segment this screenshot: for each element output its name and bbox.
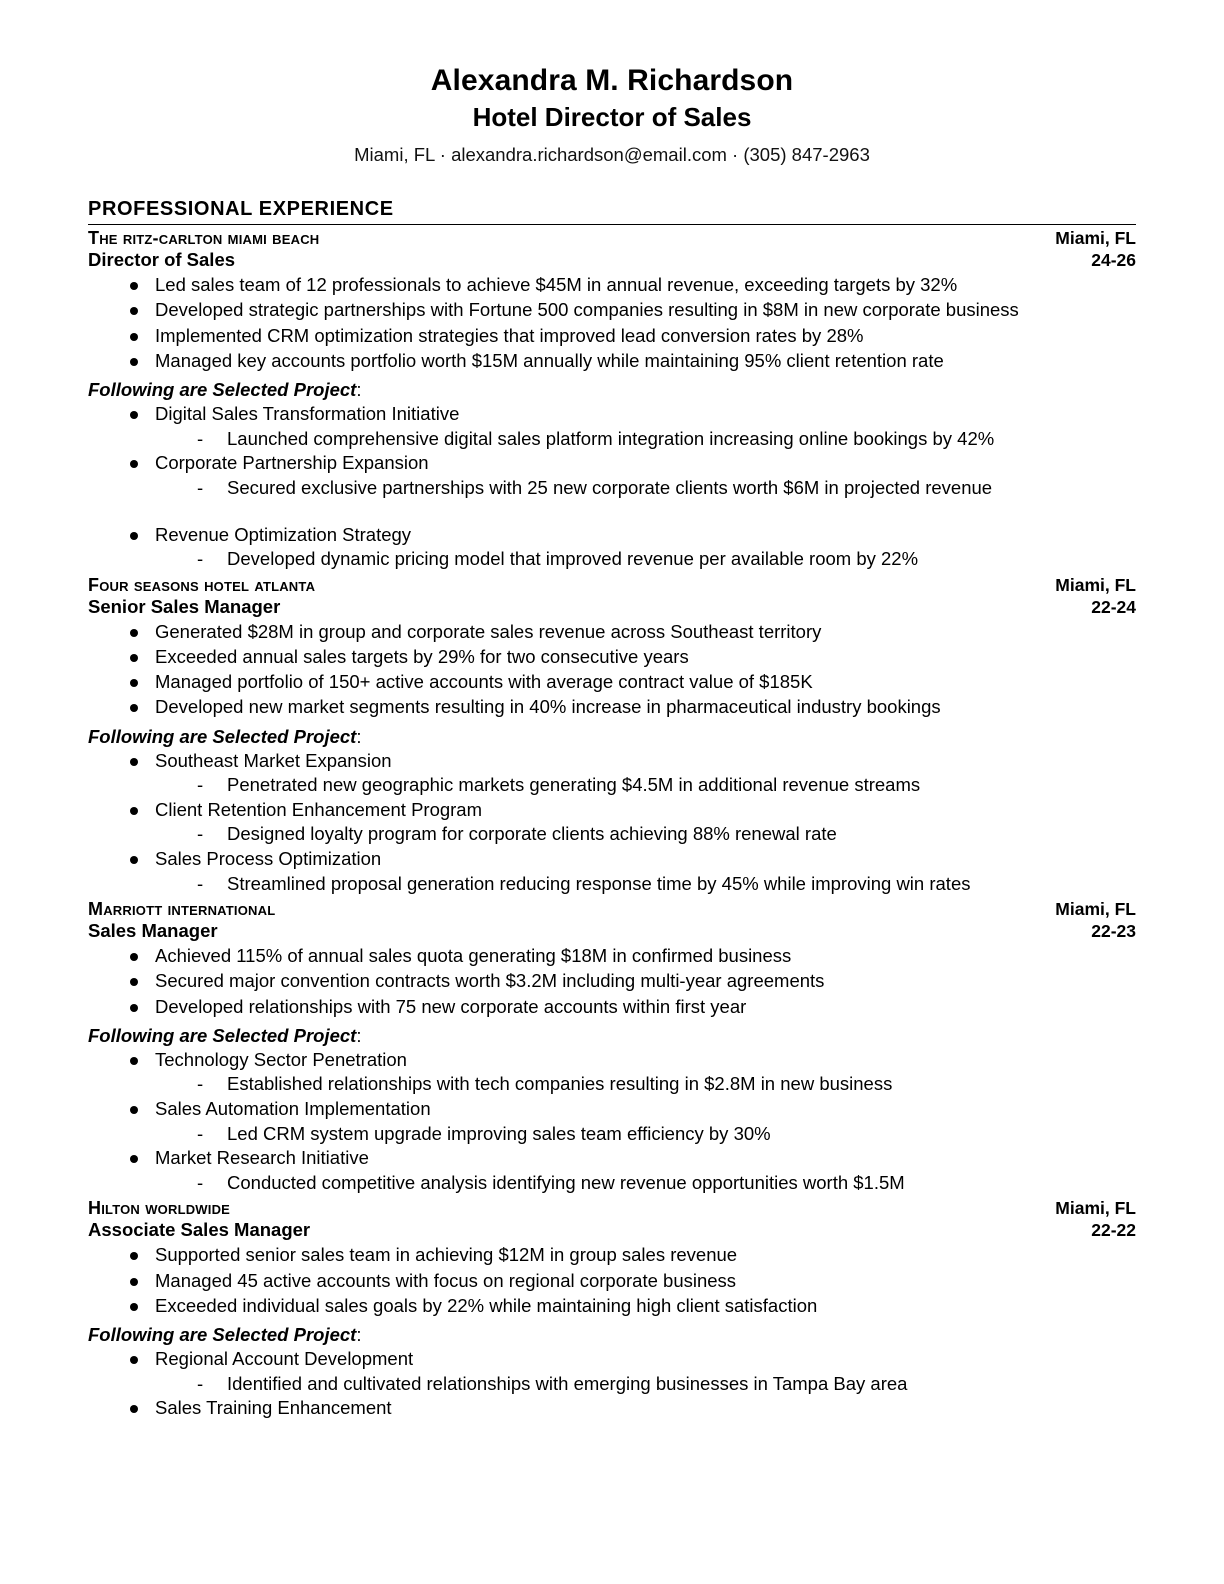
job-location: Miami, FL xyxy=(1055,1198,1136,1219)
job-entry xyxy=(88,1198,1136,1420)
list-item: - Designed loyalty program for corporate clients achieving 88% renewal rate xyxy=(189,822,1136,847)
list-item xyxy=(126,749,1136,798)
list-item: Exceeded individual sales goals by 22% while maintaining high client satisfaction xyxy=(126,1294,1136,1318)
candidate-contact-line: Miami, FL · alexandra.richardson@email.com · (305) 847-2963 xyxy=(354,144,870,166)
company-name: The ritz-carlton miami beach xyxy=(88,228,320,249)
job-projects-list xyxy=(88,402,1136,572)
selected-projects-text: Following are Selected Project xyxy=(88,1324,357,1346)
list-item: - Secured exclusive partnerships with 25 new corporate clients worth $6M in projected revenue xyxy=(189,476,1136,501)
resume-header xyxy=(88,62,1136,168)
list-item: Secured major convention contracts worth $3.2M including multi-year agreements xyxy=(126,969,1136,993)
job-achievements-list xyxy=(88,620,1136,720)
job-dates: 22-24 xyxy=(1091,596,1136,617)
project-detail-list xyxy=(155,773,1136,798)
section-title: PROFESSIONAL EXPERIENCE xyxy=(88,198,1136,225)
project-name: Market Research Initiative xyxy=(155,1147,369,1169)
list-item: - Identified and cultivated relationships with emerging businesses in Tampa Bay area xyxy=(189,1372,1136,1397)
project-name: Technology Sector Penetration xyxy=(155,1048,407,1070)
job-entry xyxy=(88,899,1136,1195)
project-name: Sales Training Enhancement xyxy=(155,1397,392,1419)
job-role: Associate Sales Manager xyxy=(88,1219,311,1241)
job-role-row xyxy=(88,596,1136,618)
job-role: Senior Sales Manager xyxy=(88,595,281,617)
project-detail-list xyxy=(155,476,1136,501)
project-detail-list xyxy=(155,822,1136,847)
list-item: Exceeded annual sales targets by 29% for two consecutive years xyxy=(126,645,1136,669)
job-projects-list xyxy=(88,1347,1136,1421)
selected-projects-text: Following are Selected Project xyxy=(88,725,357,747)
job-achievements-list xyxy=(88,1243,1136,1318)
selected-projects-colon: : xyxy=(356,1324,362,1346)
company-name: Four seasons hotel atlanta xyxy=(88,574,316,595)
list-item: Supported senior sales team in achieving $12M in group sales revenue xyxy=(126,1243,1136,1267)
candidate-job-title: Hotel Director of Sales xyxy=(472,101,752,132)
list-item xyxy=(126,523,1136,572)
job-header-row xyxy=(88,899,1136,920)
project-name: Sales Automation Implementation xyxy=(155,1098,431,1120)
list-item: - Conducted competitive analysis identifying new revenue opportunities worth $1.5M xyxy=(189,1171,1136,1196)
project-name: Client Retention Enhancement Program xyxy=(155,798,483,820)
list-item: Generated $28M in group and corporate sales revenue across Southeast territory xyxy=(126,620,1136,644)
list-item: Developed relationships with 75 new corporate accounts within first year xyxy=(126,995,1136,1019)
list-item xyxy=(126,451,1136,500)
job-header-row xyxy=(88,575,1136,596)
list-item: Managed 45 active accounts with focus on regional corporate business xyxy=(126,1269,1136,1293)
job-dates: 22-22 xyxy=(1091,1220,1136,1241)
candidate-name: Alexandra M. Richardson xyxy=(430,64,794,97)
project-name: Regional Account Development xyxy=(155,1348,414,1370)
job-header-row xyxy=(88,228,1136,249)
selected-projects-label xyxy=(88,1324,1136,1346)
list-item xyxy=(126,798,1136,847)
job-entry xyxy=(88,575,1136,897)
selected-projects-label xyxy=(88,1025,1136,1047)
job-location: Miami, FL xyxy=(1055,574,1136,595)
section-professional-experience xyxy=(88,198,1136,1421)
selected-projects-label xyxy=(88,726,1136,748)
list-item: Implemented CRM optimization strategies that improved lead conversion rates by 28% xyxy=(126,324,1136,348)
job-header-row xyxy=(88,1198,1136,1219)
job-dates: 22-23 xyxy=(1091,921,1136,942)
project-detail-list xyxy=(155,1372,1136,1397)
list-item xyxy=(126,1097,1136,1146)
list-item: - Penetrated new geographic markets generating $4.5M in additional revenue streams xyxy=(189,773,1136,798)
list-item: Achieved 115% of annual sales quota generating $18M in confirmed business xyxy=(126,944,1136,968)
job-entry xyxy=(88,228,1136,572)
project-detail-list xyxy=(155,427,1136,452)
list-item: Managed portfolio of 150+ active accounts with average contract value of $185K xyxy=(126,670,1136,694)
list-item xyxy=(126,402,1136,451)
job-projects-list xyxy=(88,749,1136,897)
selected-projects-colon: : xyxy=(356,1024,362,1046)
project-name: Southeast Market Expansion xyxy=(155,749,392,771)
project-name: Revenue Optimization Strategy xyxy=(155,523,412,545)
list-item: Developed new market segments resulting in 40% increase in pharmaceutical industry bookings xyxy=(126,695,1136,719)
list-item xyxy=(126,847,1136,896)
job-role: Sales Manager xyxy=(88,920,218,942)
job-location: Miami, FL xyxy=(1055,228,1136,249)
selected-projects-colon: : xyxy=(356,379,362,401)
list-item: Managed key accounts portfolio worth $15M annually while maintaining 95% client retention rate xyxy=(126,349,1136,373)
list-item: - Established relationships with tech companies resulting in $2.8M in new business xyxy=(189,1072,1136,1097)
list-item xyxy=(126,1347,1136,1396)
job-dates: 24-26 xyxy=(1091,250,1136,271)
list-item xyxy=(126,1146,1136,1195)
job-achievements-list xyxy=(88,944,1136,1019)
job-role-row xyxy=(88,249,1136,271)
job-role-row xyxy=(88,920,1136,942)
project-name: Sales Process Optimization xyxy=(155,848,382,869)
job-role: Director of Sales xyxy=(88,249,236,271)
list-item: - Launched comprehensive digital sales platform integration increasing online bookings by 42% xyxy=(189,427,1136,452)
list-item xyxy=(126,1396,1136,1421)
list-item xyxy=(126,1048,1136,1097)
list-item: Led sales team of 12 professionals to achieve $45M in annual revenue, exceeding targets by 32% xyxy=(126,273,1136,297)
list-item: - Developed dynamic pricing model that improved revenue per available room by 22% xyxy=(189,547,1136,572)
layout-spacer xyxy=(126,501,1136,523)
list-item: Developed strategic partnerships with Fortune 500 companies resulting in $8M in new corporate business xyxy=(126,298,1136,322)
project-detail-list xyxy=(155,872,1136,897)
company-name: Marriott international xyxy=(88,899,276,920)
job-role-row xyxy=(88,1219,1136,1241)
project-name: Digital Sales Transformation Initiative xyxy=(155,403,460,425)
selected-projects-label xyxy=(88,379,1136,401)
job-achievements-list xyxy=(88,273,1136,373)
selected-projects-text: Following are Selected Project xyxy=(88,379,357,401)
project-detail-list xyxy=(155,1171,1136,1196)
list-item: - Led CRM system upgrade improving sales team efficiency by 30% xyxy=(189,1122,1136,1147)
job-projects-list xyxy=(88,1048,1136,1196)
job-location: Miami, FL xyxy=(1055,899,1136,920)
project-detail-list xyxy=(155,547,1136,572)
project-name: Corporate Partnership Expansion xyxy=(155,452,429,474)
selected-projects-text: Following are Selected Project xyxy=(88,1024,357,1046)
project-detail-list xyxy=(155,1122,1136,1147)
selected-projects-colon: : xyxy=(356,725,362,747)
project-detail-list xyxy=(155,1072,1136,1097)
company-name: Hilton worldwide xyxy=(88,1198,231,1219)
list-item: - Streamlined proposal generation reducing response time by 45% while improving win rates xyxy=(189,872,1136,897)
